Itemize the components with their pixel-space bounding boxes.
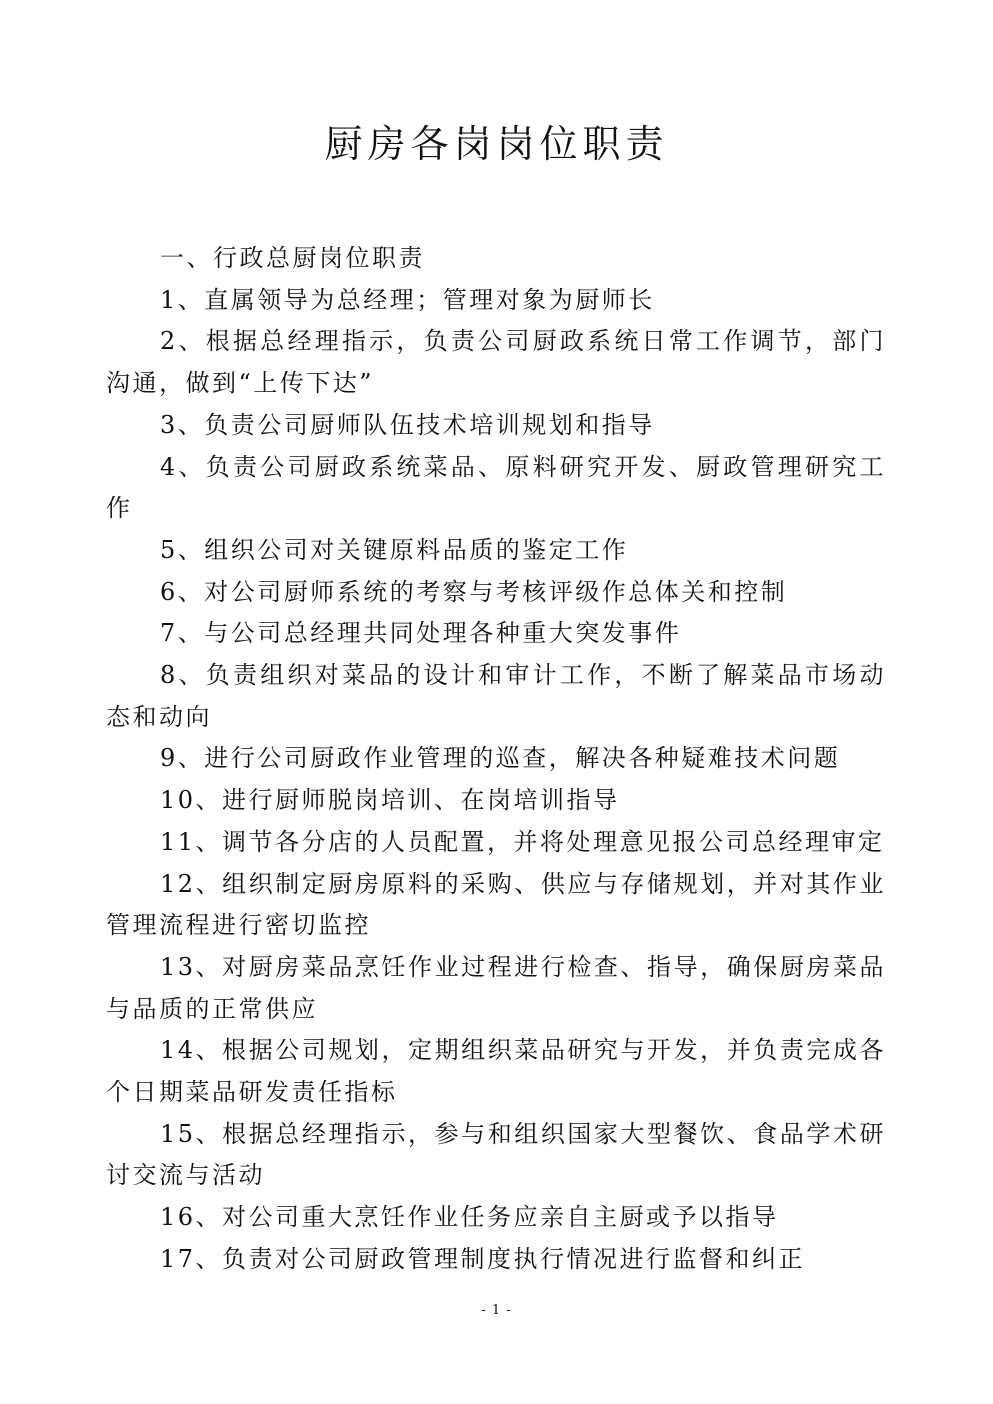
section-heading: 一、行政总厨岗位职责: [160, 244, 425, 272]
list-item: 3、负责公司厨师队伍技术培训规划和指导: [160, 410, 655, 439]
list-item: 17、负责对公司厨政管理制度执行情况进行监督和纠正: [160, 1244, 806, 1273]
list-item: 12、组织制定厨房原料的采购、供应与存储规划，并对其作业管理流程进行密切监控: [106, 869, 886, 940]
page-number: - 1 -: [481, 1303, 512, 1318]
list-item: 16、对公司重大烹饪作业任务应亲自主厨或予以指导: [160, 1203, 779, 1232]
list-item: 8、负责组织对菜品的设计和审计工作，不断了解菜品市场动态和动向: [106, 661, 886, 731]
list-item: 9、进行公司厨政作业管理的巡查，解决各种疑难技术问题: [160, 744, 841, 773]
list-item: 11、调节各分店的人员配置，并将处理意见报公司总经理审定: [160, 827, 885, 856]
list-item: 6、对公司厨师系统的考察与考核评级作总体关和控制: [160, 577, 788, 606]
list-item: 13、对厨房菜品烹饪作业过程进行检查、指导，确保厨房菜品与品质的正常供应: [106, 952, 886, 1023]
list-item: 5、组织公司对关键原料品质的鉴定工作: [160, 535, 629, 564]
list-item: 7、与公司总经理共同处理各种重大突发事件: [160, 619, 682, 648]
list-item: 2、根据总经理指示，负责公司厨政系统日常工作调节，部门沟通，做到“上传下达”: [106, 327, 886, 398]
list-item: 4、负责公司厨政系统菜品、原料研究开发、厨政管理研究工作: [106, 452, 886, 523]
list-item: 10、进行厨师脱岗培训、在岗培训指导: [160, 786, 620, 815]
document-title: 厨房各岗岗位职责: [324, 122, 669, 166]
list-item: 1、直属领导为总经理；管理对象为厨师长: [160, 285, 655, 314]
document-body: [106, 238, 886, 1281]
list-item: 15、根据总经理指示，参与和组织国家大型餐饮、食品学术研讨交流与活动: [106, 1119, 886, 1190]
list-item: 14、根据公司规划，定期组织菜品研究与开发，并负责完成各个日期菜品研发责任指标: [106, 1036, 886, 1107]
